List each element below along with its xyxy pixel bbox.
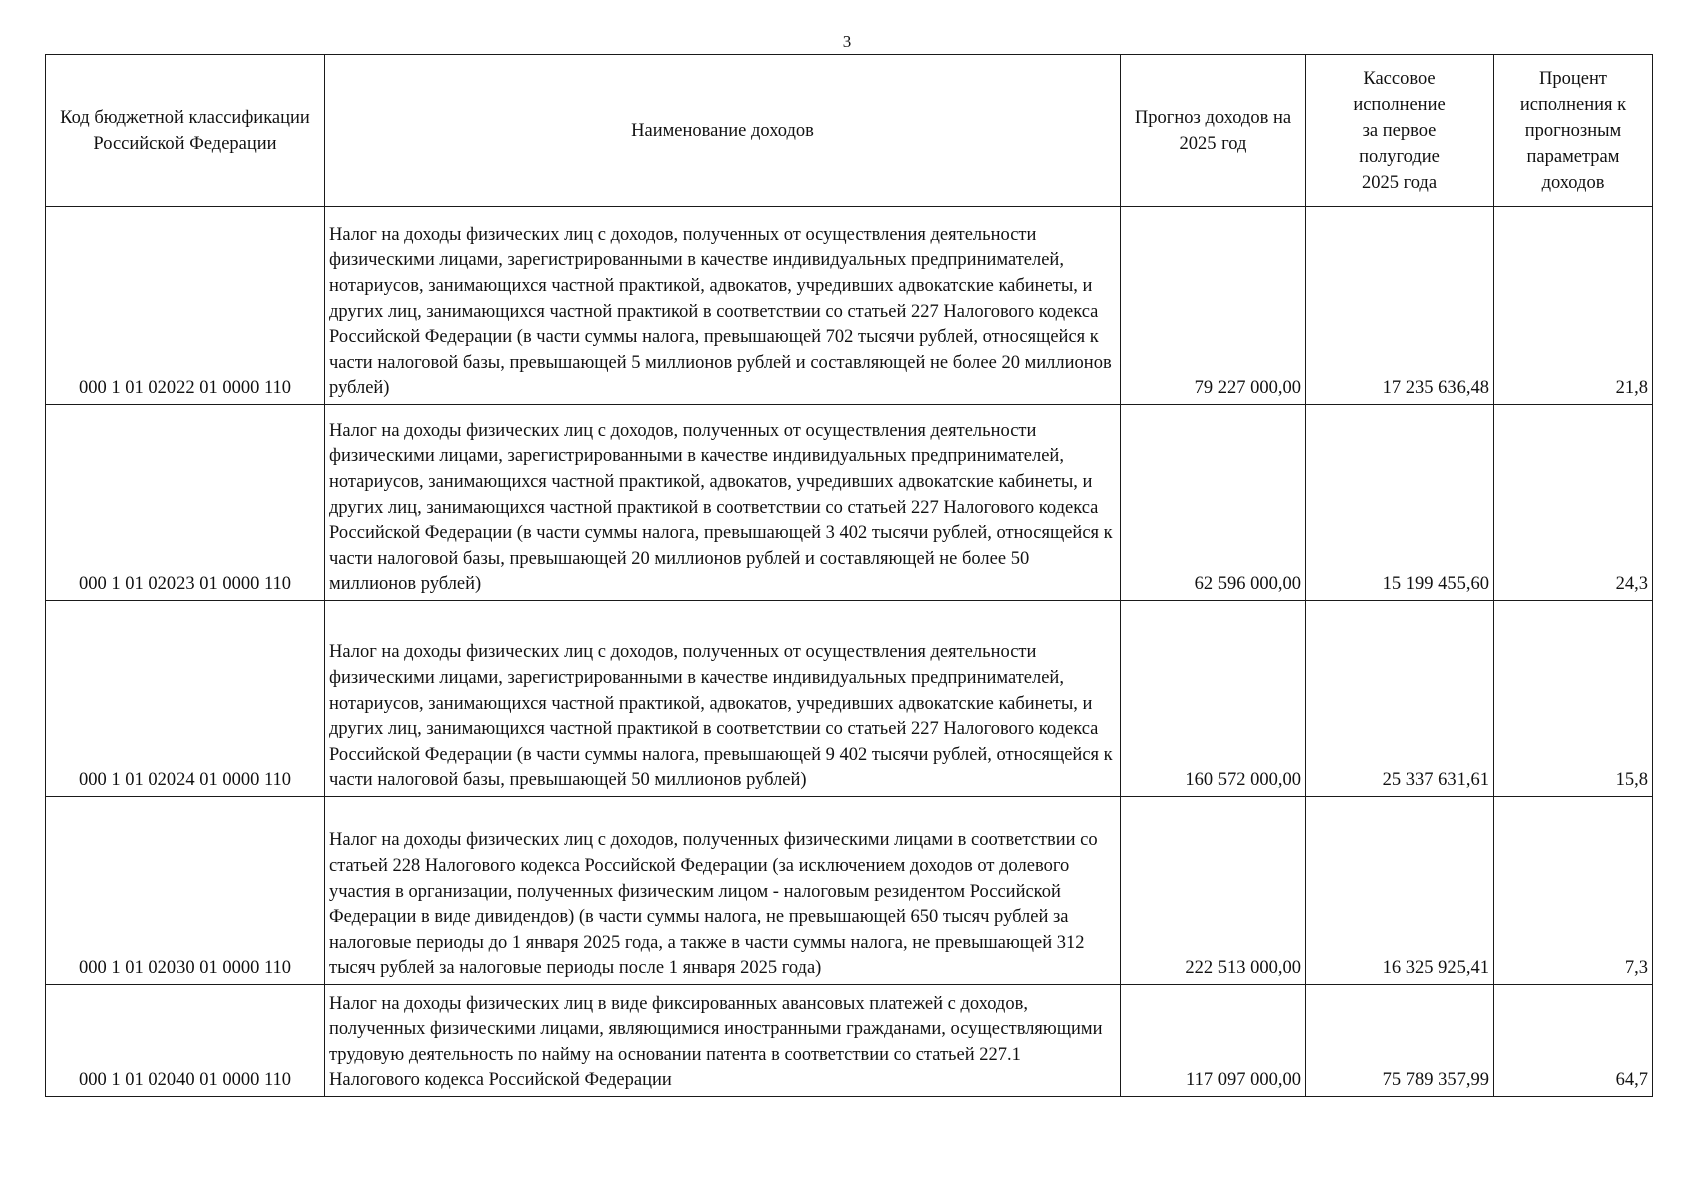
table-row xyxy=(46,207,1653,405)
header-actual: Кассовое исполнение за первое полугодие 2025 года xyxy=(1306,55,1494,207)
header-name: Наименование доходов xyxy=(325,55,1121,207)
table-row xyxy=(46,985,1653,1097)
header-code: Код бюджетной классификации Российской Федерации xyxy=(46,55,325,207)
cell-name: Налог на доходы физических лиц с доходов, полученных физическими лицами в соответствии со статьей 228 Налогового кодекса Российской Федерации (за исключением доходов от долевого участия в организации, полученных физическим лицом - налоговым резидентом Российской Федерации в виде дивидендов) (в части суммы налога, не превышающей 650 тысяч рублей за налоговые периоды до 1 января 2025 года, а также в части суммы налога, не превышающей 312 тысяч рублей за налоговые периоды после 1 января 2025 года) xyxy=(325,797,1121,985)
cell-percent: 64,7 xyxy=(1494,985,1653,1097)
page-number: 3 xyxy=(842,32,852,51)
header-percent: Процент исполнения к прогнозным параметрам доходов xyxy=(1494,55,1653,207)
table-row xyxy=(46,601,1653,797)
cell-name: Налог на доходы физических лиц в виде фиксированных авансовых платежей с доходов, полученных физическими лицами, являющимися иностранными гражданами, осуществляющими трудовую деятельность по найму на основании патента в соответствии со статьей 227.1 Налогового кодекса Российской Федерации xyxy=(325,985,1121,1097)
cell-percent: 24,3 xyxy=(1494,405,1653,601)
cell-forecast: 62 596 000,00 xyxy=(1121,405,1306,601)
header-forecast: Прогноз доходов на 2025 год xyxy=(1121,55,1306,207)
cell-code: 000 1 01 02023 01 0000 110 xyxy=(46,405,325,601)
cell-percent: 7,3 xyxy=(1494,797,1653,985)
cell-actual: 75 789 357,99 xyxy=(1306,985,1494,1097)
cell-percent: 21,8 xyxy=(1494,207,1653,405)
table-header-row xyxy=(46,55,1653,207)
cell-code: 000 1 01 02030 01 0000 110 xyxy=(46,797,325,985)
cell-name: Налог на доходы физических лиц с доходов, полученных от осуществления деятельности физическими лицами, зарегистрированными в качестве индивидуальных предпринимателей, нотариусов, занимающихся частной практикой, адвокатов, учредивших адвокатские кабинеты, и других лиц, занимающихся частной практикой в соответствии со статьей 227 Налогового кодекса Российской Федерации (в части суммы налога, превышающей 3 402 тысячи рублей, относящейся к части налоговой базы, превышающей 20 миллионов рублей и составляющей не более 50 миллионов рублей) xyxy=(325,405,1121,601)
cell-actual: 16 325 925,41 xyxy=(1306,797,1494,985)
cell-forecast: 222 513 000,00 xyxy=(1121,797,1306,985)
cell-percent: 15,8 xyxy=(1494,601,1653,797)
cell-actual: 17 235 636,48 xyxy=(1306,207,1494,405)
cell-forecast: 79 227 000,00 xyxy=(1121,207,1306,405)
income-table xyxy=(45,54,1653,1097)
table-row xyxy=(46,405,1653,601)
cell-actual: 25 337 631,61 xyxy=(1306,601,1494,797)
cell-forecast: 160 572 000,00 xyxy=(1121,601,1306,797)
cell-code: 000 1 01 02022 01 0000 110 xyxy=(46,207,325,405)
cell-code: 000 1 01 02024 01 0000 110 xyxy=(46,601,325,797)
cell-forecast: 117 097 000,00 xyxy=(1121,985,1306,1097)
cell-actual: 15 199 455,60 xyxy=(1306,405,1494,601)
cell-code: 000 1 01 02040 01 0000 110 xyxy=(46,985,325,1097)
cell-name: Налог на доходы физических лиц с доходов, полученных от осуществления деятельности физическими лицами, зарегистрированными в качестве индивидуальных предпринимателей, нотариусов, занимающихся частной практикой, адвокатов, учредивших адвокатские кабинеты, и других лиц, занимающихся частной практикой в соответствии со статьей 227 Налогового кодекса Российской Федерации (в части суммы налога, превышающей 9 402 тысячи рублей, относящейся к части налоговой базы, превышающей 50 миллионов рублей) xyxy=(325,601,1121,797)
table-row xyxy=(46,797,1653,985)
cell-name: Налог на доходы физических лиц с доходов, полученных от осуществления деятельности физическими лицами, зарегистрированными в качестве индивидуальных предпринимателей, нотариусов, занимающихся частной практикой, адвокатов, учредивших адвокатские кабинеты, и других лиц, занимающихся частной практикой в соответствии со статьей 227 Налогового кодекса Российской Федерации (в части суммы налога, превышающей 702 тысячи рублей, относящейся к части налоговой базы, превышающей 5 миллионов рублей и составляющей не более 20 миллионов рублей) xyxy=(325,207,1121,405)
